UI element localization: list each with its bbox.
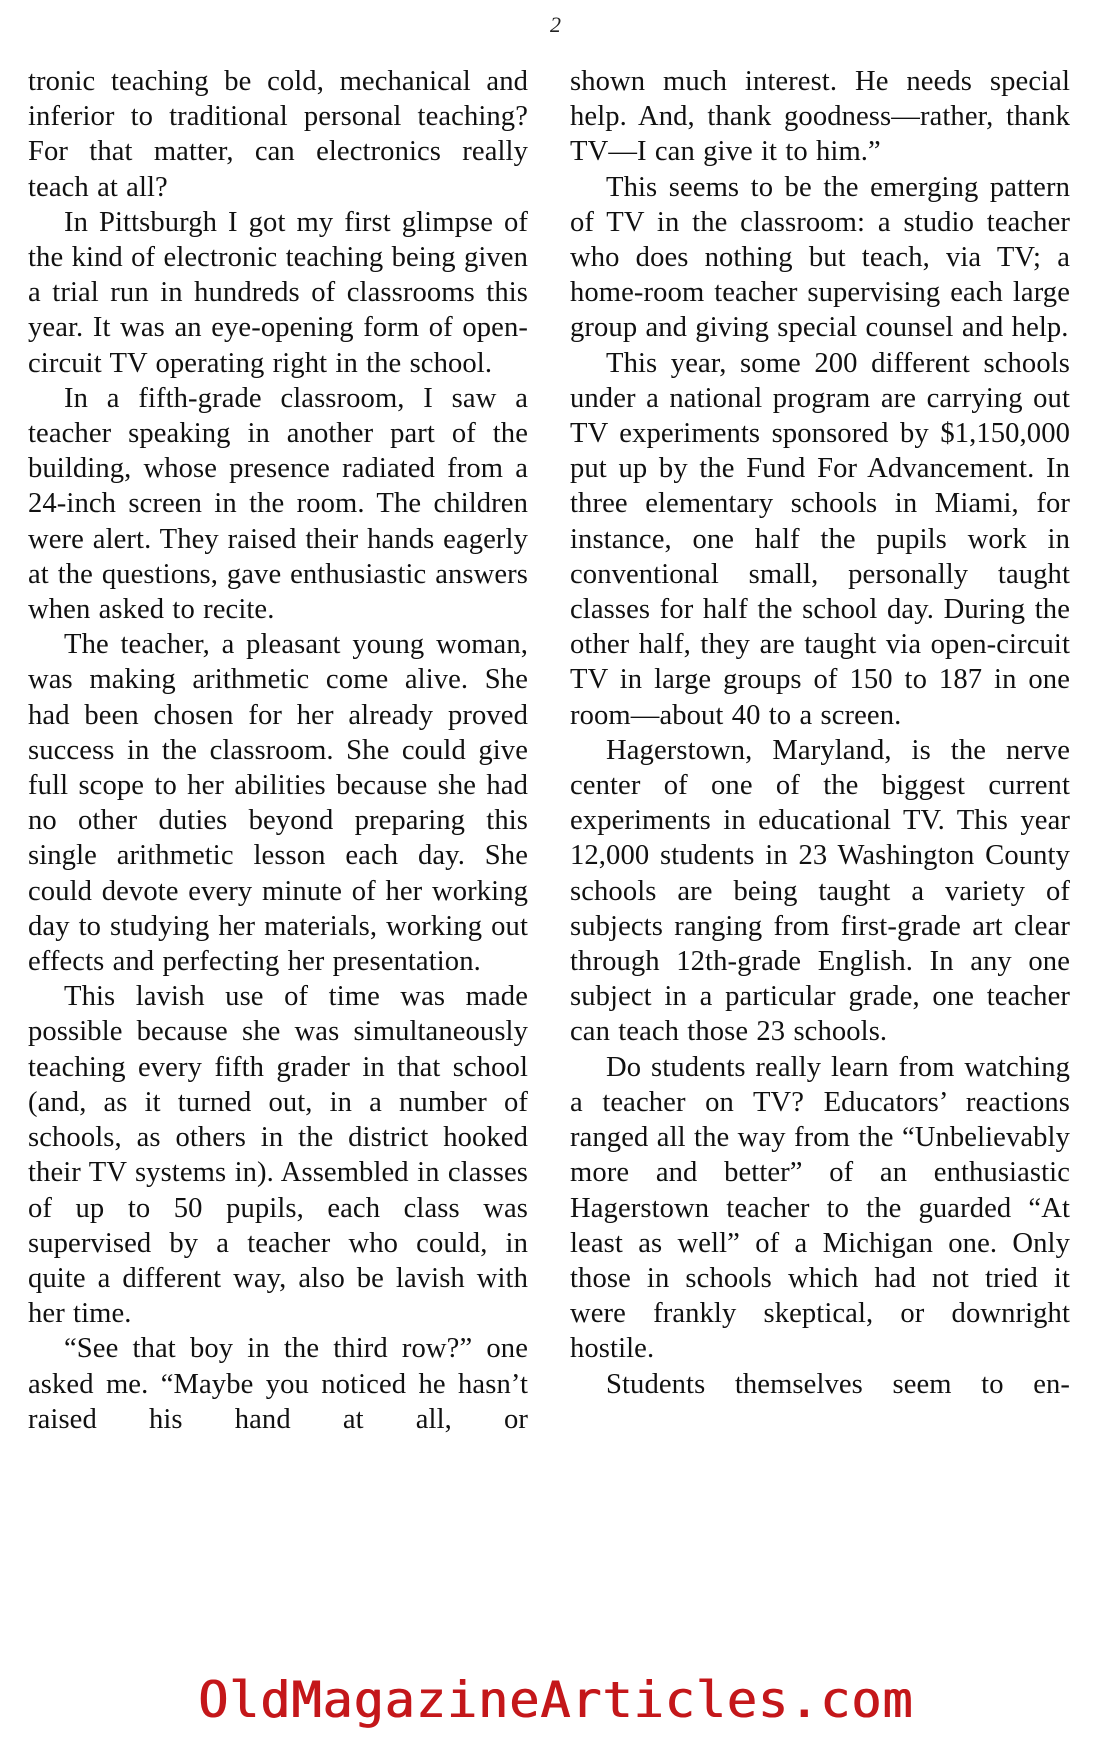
left-paragraph-2: In Pittsburgh I got my first glimpse of the kind of electronic teaching being given a trial run in hundreds of classrooms this year. It was an eye-opening form of open-circuit TV operating right in the school. <box>28 206 528 379</box>
left-column <box>28 64 528 1437</box>
right-paragraph-6: Students themselves seem to en- <box>606 1368 1070 1400</box>
page-number: 2 <box>550 12 561 37</box>
left-paragraph-6: “See that boy in the third row?” one asked me. “Maybe you noticed he hasn’t raised his hand at all, or <box>28 1333 528 1435</box>
left-paragraph-5: This lavish use of time was made possible because she was simultaneously teaching every fifth grader in that school (and, as it turned out, in a number of schools, as others in the district hooked their TV systems in). Assembled in classes of up to 50 pupils, each class was supervised by a teacher who could, in quite a different way, also be lavish with her time. <box>28 981 528 1330</box>
right-paragraph-4: Hagerstown, Maryland, is the nerve center of one of the biggest current experiments in educational TV. This year 12,000 students in 23 Washington County schools are being taught a variety of subjects ranging from first-grade art clear through 12th-grade English. In any one subject in a particular grade, one teacher can teach those 23 schools. <box>570 734 1070 1048</box>
left-paragraph-1: tronic teaching be cold, mechanical and inferior to traditional personal teaching? For that matter, can electronics really teach at all? <box>28 66 528 203</box>
right-paragraph-1: shown much interest. He needs special help. And, thank goodness—rather, thank TV—I can give it to him.” <box>570 66 1070 168</box>
right-paragraph-3: This year, some 200 different schools under a national program are carrying out TV experiments sponsored by $1,150,000 put up by the Fund For Advancement. In three elementary schools in Miami, for instance, one half the pupils work in conventional small, personally taught classes for half the school day. During the other half, they are taught via open-circuit TV in large groups of 150 to 187 in one room—about 40 to a screen. <box>570 347 1070 731</box>
right-column <box>570 64 1070 1402</box>
left-paragraph-4: The teacher, a pleasant young woman, was making arithmetic come alive. She had been chosen for her already proved success in the classroom. She could give full scope to her abilities because she had no other duties beyond preparing this single arithmetic lesson each day. She could devote every minute of her working day to studying her materials, working out effects and perfecting her presentation. <box>28 629 528 978</box>
right-paragraph-2: This seems to be the emerging pattern of TV in the classroom: a studio teacher who does nothing but teach, via TV; a home-room teacher supervising each large group and giving special counsel and help. <box>570 171 1070 344</box>
right-paragraph-5: Do students really learn from watching a teacher on TV? Educators’ reactions ranged all the way from the “Unbelievably more and better” of an enthusiastic Hagerstown teacher to the guarded “At least as well” of a Michigan one. Only those in schools which had not tried it were frankly skeptical, or downright hostile. <box>570 1051 1070 1365</box>
site-watermark: OldMagazineArticles.com <box>197 1671 914 1729</box>
left-paragraph-3: In a fifth-grade classroom, I saw a teacher speaking in another part of the building, whose presence radiated from a 24-inch screen in the room. The children were alert. They raised their hands eagerly at the questions, gave enthusiastic answers when asked to recite. <box>28 382 528 626</box>
